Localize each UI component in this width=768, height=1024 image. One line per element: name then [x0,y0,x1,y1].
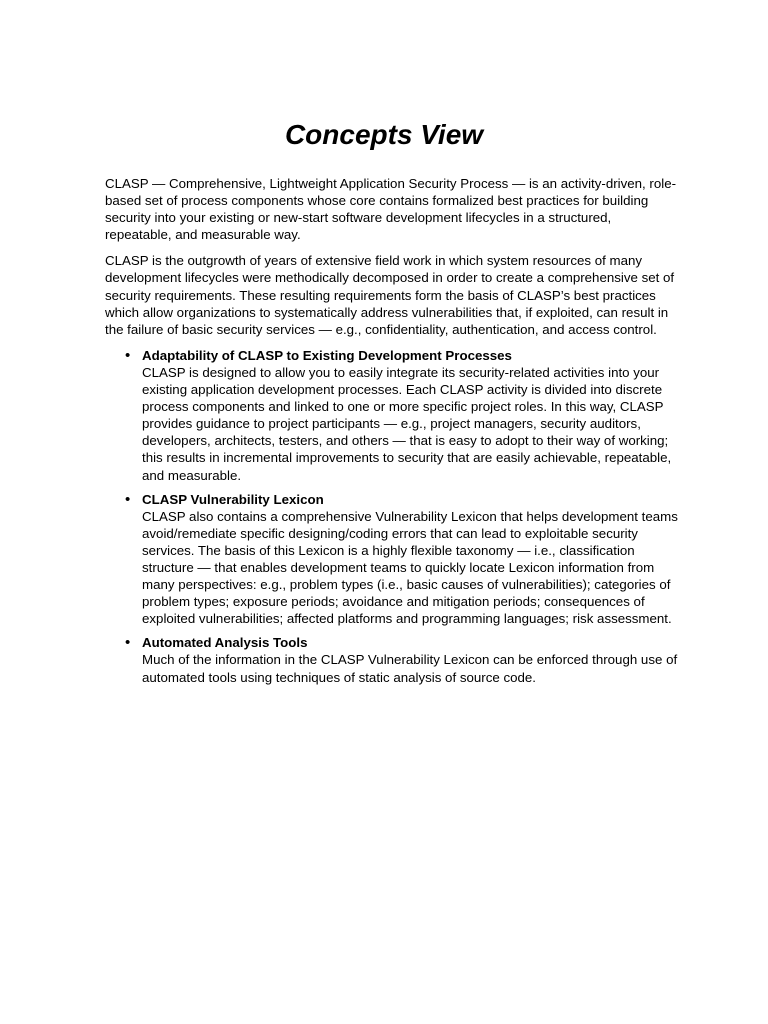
bullet-icon: • [125,634,131,652]
feature-list [105,347,680,686]
page-title: Concepts View [284,119,484,150]
intro-paragraph: CLASP — Comprehensive, Lightweight Application Security Process — is an activity-driven, role-based set of process components whose core contains formalized best practices for building security into your existing or new-start software development lifecycles in a structured, repeatable, and measurable way. [105,176,677,243]
list-item-heading: Adaptability of CLASP to Existing Development Processes [142,347,512,363]
bullet-icon: • [125,490,131,508]
list-item-text: CLASP also contains a comprehensive Vulnerability Lexicon that helps development teams avoid/remediate specific designing/coding errors that can lead to exploitable security services. The basis of this Lexicon is a highly flexible taxonomy — i.e., classification structure — that enables development teams to quickly locate Lexicon information from many perspectives: e.g., problem types (i.e., basic causes of vulnerabilities); categories of problem types; exposure periods; avoidance and mitigation periods; consequences of exploited vulnerabilities; affected platforms and programming languages; risk assessment. [142,508,678,627]
list-item-heading: Automated Analysis Tools [142,635,308,651]
list-item-heading: CLASP Vulnerability Lexicon [142,491,324,507]
list-item-text: Much of the information in the CLASP Vulnerability Lexicon can be enforced through use of automated tools using techniques of static analysis of source code. [142,652,678,685]
list-item [125,346,680,484]
background-paragraph: CLASP is the outgrowth of years of extensive field work in which system resources of many development lifecycles were methodically decomposed in order to create a comprehensive set of security requirements. These resulting requirements form the basis of CLASP’s best practices which allow organizations to systematically address vulnerabilities that, if exploited, can result in the failure of basic security services — e.g., confidentiality, authentication, and access control. [105,253,675,337]
list-item-text: CLASP is designed to allow you to easily integrate its security-related activities into your existing application development processes. Each CLASP activity is divided into discrete process components and linked to one or more specific project roles. In this way, CLASP provides guidance to project participants — e.g., project managers, security auditors, developers, architects, testers, and others — that is easy to adopt to their way of working; this results in incremental improvements to security that are easily achievable, repeatable, and measurable. [142,364,672,483]
list-item [125,634,680,685]
document-body [105,175,680,693]
list-item [125,490,680,628]
bullet-icon: • [125,346,131,364]
